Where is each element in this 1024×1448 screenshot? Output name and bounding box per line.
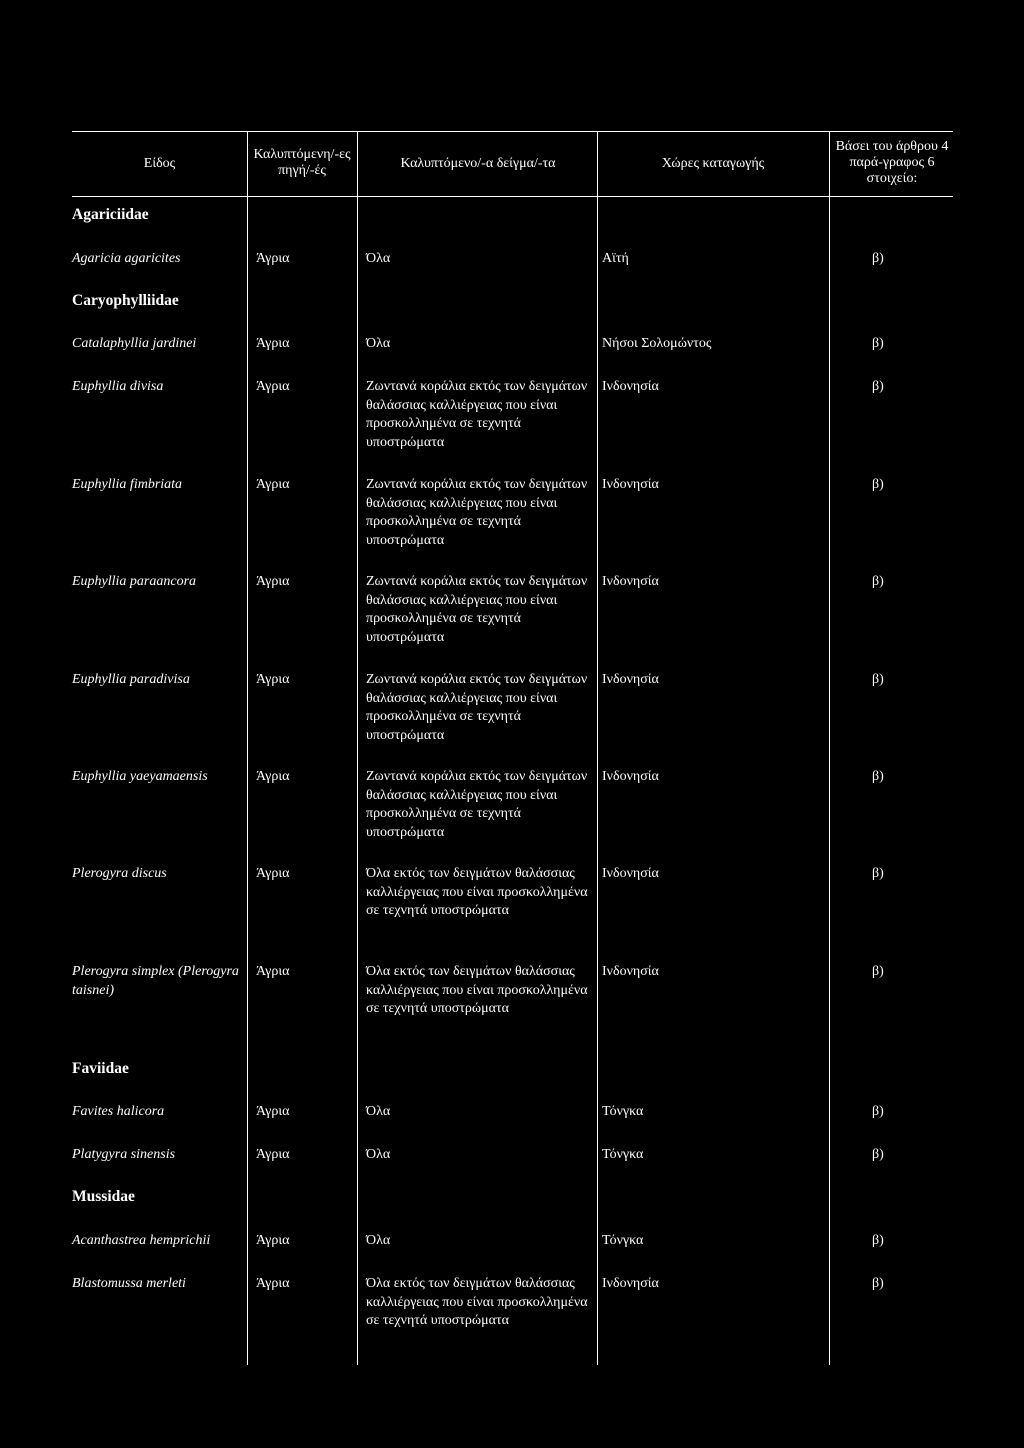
country-cell: Τόνγκα <box>602 1104 644 1119</box>
species-name: Euphyllia paraancora <box>72 574 197 589</box>
country-cell: Ινδονησία <box>602 769 659 784</box>
country-cell: Ινδονησία <box>602 672 659 687</box>
article-cell: β) <box>872 574 884 589</box>
column-divider <box>357 131 358 1365</box>
article-cell: β) <box>872 672 884 687</box>
specimens-cell: Ζωντανά κοράλια εκτός των δειγμάτων θαλάσσιας καλλιέργειας που είναι προσκολλημένα σε τεχνητά υποστρώματα <box>366 477 588 548</box>
source-cell: Άγρια <box>256 1104 290 1119</box>
article-cell: β) <box>872 1147 884 1162</box>
header-species: Είδος <box>143 156 176 171</box>
specimens-cell: Όλα <box>366 1104 391 1119</box>
family-heading: Faviidae <box>72 1060 129 1077</box>
table-top-rule <box>72 131 953 132</box>
article-cell: β) <box>872 251 884 266</box>
source-cell: Άγρια <box>256 1276 290 1291</box>
species-name: Agaricia agaricites <box>72 251 181 266</box>
country-cell: Τόνγκα <box>602 1233 644 1248</box>
country-cell: Νήσοι Σολομώντος <box>602 336 712 351</box>
country-cell: Ινδονησία <box>602 379 659 394</box>
country-cell: Ινδονησία <box>602 574 659 589</box>
source-cell: Άγρια <box>256 866 290 881</box>
specimens-cell: Όλα <box>366 336 391 351</box>
source-cell: Άγρια <box>256 1147 290 1162</box>
article-cell: β) <box>872 477 884 492</box>
header-article: Βάσει του άρθρου 4 παρά-γραφος 6 στοιχείο: <box>835 139 949 186</box>
specimens-cell: Ζωντανά κοράλια εκτός των δειγμάτων θαλάσσιας καλλιέργειας που είναι προσκολλημένα σε τεχνητά υποστρώματα <box>366 769 588 840</box>
species-name: Euphyllia yaeyamaensis <box>72 769 208 784</box>
source-cell: Άγρια <box>256 336 290 351</box>
species-name: Platygyra sinensis <box>72 1147 176 1162</box>
species-name: Euphyllia paradivisa <box>72 672 190 687</box>
article-cell: β) <box>872 1104 884 1119</box>
species-name: Acanthastrea hemprichii <box>72 1233 211 1248</box>
source-cell: Άγρια <box>256 251 290 266</box>
column-divider <box>597 131 598 1365</box>
article-cell: β) <box>872 964 884 979</box>
family-heading: Agariciidae <box>72 206 149 223</box>
family-heading: Caryophylliidae <box>72 292 179 309</box>
article-cell: β) <box>872 1276 884 1291</box>
specimens-cell: Όλα εκτός των δειγμάτων θαλάσσιας καλλιέργειας που είναι προσκολλημένα σε τεχνητά υποστρώματα <box>366 866 588 918</box>
source-cell: Άγρια <box>256 379 290 394</box>
source-cell: Άγρια <box>256 1233 290 1248</box>
specimens-cell: Όλα <box>366 251 391 266</box>
species-name: Euphyllia fimbriata <box>72 477 183 492</box>
country-cell: Ινδονησία <box>602 477 659 492</box>
source-cell: Άγρια <box>256 964 290 979</box>
country-cell: Ινδονησία <box>602 866 659 881</box>
header-bottom-rule <box>72 196 953 197</box>
species-name: Euphyllia divisa <box>72 379 164 394</box>
species-name: Blastomussa merleti <box>72 1276 186 1291</box>
source-cell: Άγρια <box>256 574 290 589</box>
specimens-cell: Όλα εκτός των δειγμάτων θαλάσσιας καλλιέργειας που είναι προσκολλημένα σε τεχνητά υποστρώματα <box>366 1276 588 1328</box>
source-cell: Άγρια <box>256 769 290 784</box>
country-cell: Τόνγκα <box>602 1147 644 1162</box>
country-cell: Ινδονησία <box>602 964 659 979</box>
specimens-cell: Ζωντανά κοράλια εκτός των δειγμάτων θαλάσσιας καλλιέργειας που είναι προσκολλημένα σε τεχνητά υποστρώματα <box>366 672 588 743</box>
source-cell: Άγρια <box>256 672 290 687</box>
source-cell: Άγρια <box>256 477 290 492</box>
header-source: Καλυπτόμενη/-ες πηγή/-ές <box>253 147 351 178</box>
article-cell: β) <box>872 769 884 784</box>
column-divider <box>247 131 248 1365</box>
species-name: Favites halicora <box>72 1104 165 1119</box>
article-cell: β) <box>872 336 884 351</box>
family-heading: Mussidae <box>72 1188 135 1205</box>
header-specimens: Καλυπτόμενο/-α δείγμα/-τα <box>400 156 556 171</box>
column-divider <box>829 131 830 1365</box>
article-cell: β) <box>872 866 884 881</box>
article-cell: β) <box>872 379 884 394</box>
species-name: Plerogyra discus <box>72 866 167 881</box>
specimens-cell: Όλα εκτός των δειγμάτων θαλάσσιας καλλιέργειας που είναι προσκολλημένα σε τεχνητά υποστρώματα <box>366 964 588 1016</box>
header-countries: Χώρες καταγωγής <box>661 156 765 171</box>
specimens-cell: Ζωντανά κοράλια εκτός των δειγμάτων θαλάσσιας καλλιέργειας που είναι προσκολλημένα σε τεχνητά υποστρώματα <box>366 574 588 645</box>
country-cell: Ινδονησία <box>602 1276 659 1291</box>
species-name: Plerogyra simplex (Plerogyra taisnei) <box>72 964 239 998</box>
specimens-cell: Ζωντανά κοράλια εκτός των δειγμάτων θαλάσσιας καλλιέργειας που είναι προσκολλημένα σε τεχνητά υποστρώματα <box>366 379 588 450</box>
specimens-cell: Όλα <box>366 1233 391 1248</box>
article-cell: β) <box>872 1233 884 1248</box>
specimens-cell: Όλα <box>366 1147 391 1162</box>
country-cell: Αϊτή <box>602 251 629 266</box>
species-name: Catalaphyllia jardinei <box>72 336 197 351</box>
